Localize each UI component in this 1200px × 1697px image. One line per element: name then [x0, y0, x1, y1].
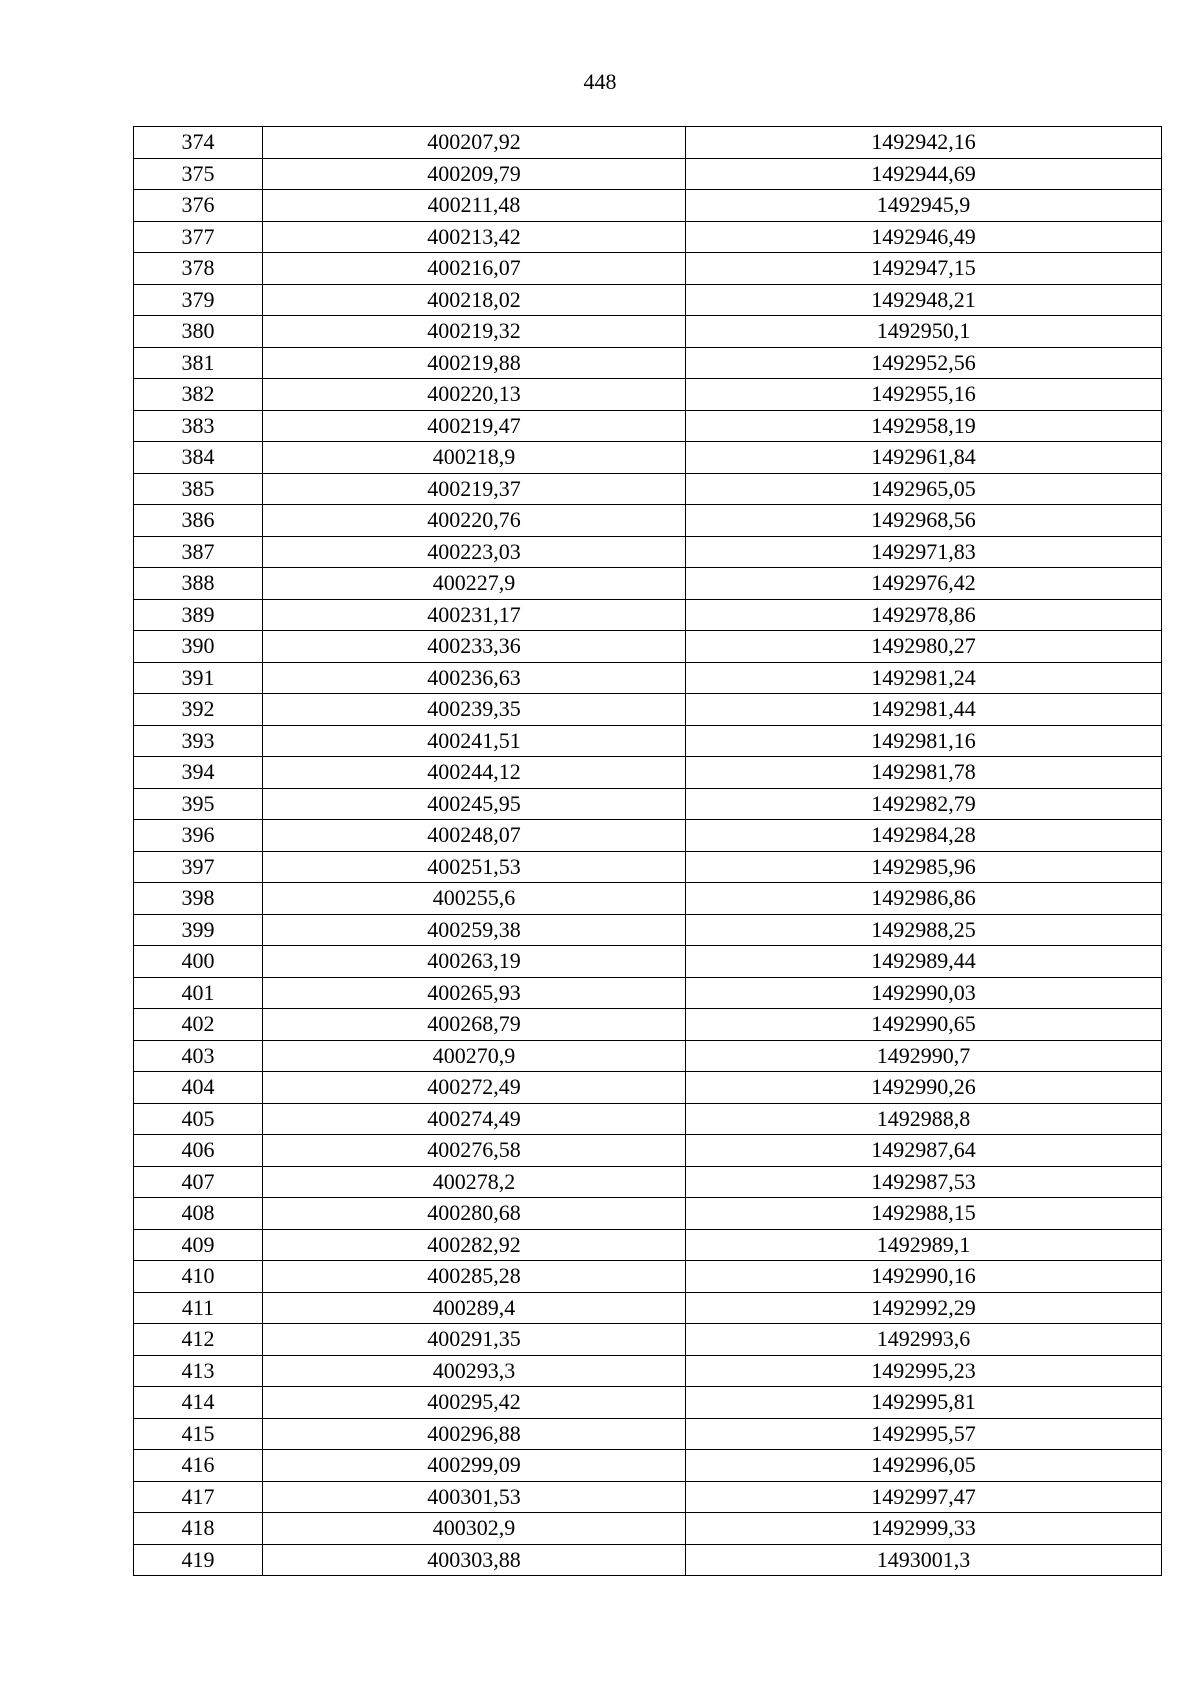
point-number-cell: 395	[134, 788, 263, 820]
y-coordinate-cell: 1492968,56	[686, 505, 1162, 537]
x-coordinate-cell: 400219,32	[263, 316, 686, 348]
point-number-cell: 385	[134, 473, 263, 505]
x-coordinate-cell: 400219,37	[263, 473, 686, 505]
table-row	[134, 379, 1162, 411]
point-number-cell: 375	[134, 158, 263, 190]
point-number-cell: 376	[134, 190, 263, 222]
point-number-cell: 404	[134, 1072, 263, 1104]
point-number-cell: 419	[134, 1544, 263, 1576]
x-coordinate-cell: 400265,93	[263, 977, 686, 1009]
table-row	[134, 253, 1162, 285]
point-number-cell: 383	[134, 410, 263, 442]
table-row	[134, 1544, 1162, 1576]
table-row	[134, 1324, 1162, 1356]
point-number-cell: 415	[134, 1418, 263, 1450]
point-number-cell: 394	[134, 757, 263, 789]
x-coordinate-cell: 400227,9	[263, 568, 686, 600]
x-coordinate-cell: 400299,09	[263, 1450, 686, 1482]
y-coordinate-cell: 1492981,16	[686, 725, 1162, 757]
table-row	[134, 158, 1162, 190]
table-row	[134, 1261, 1162, 1293]
x-coordinate-cell: 400236,63	[263, 662, 686, 694]
x-coordinate-cell: 400209,79	[263, 158, 686, 190]
x-coordinate-cell: 400295,42	[263, 1387, 686, 1419]
x-coordinate-cell: 400244,12	[263, 757, 686, 789]
x-coordinate-cell: 400251,53	[263, 851, 686, 883]
point-number-cell: 377	[134, 221, 263, 253]
x-coordinate-cell: 400241,51	[263, 725, 686, 757]
table-row	[134, 694, 1162, 726]
table-row	[134, 883, 1162, 915]
x-coordinate-cell: 400239,35	[263, 694, 686, 726]
y-coordinate-cell: 1492971,83	[686, 536, 1162, 568]
x-coordinate-cell: 400301,53	[263, 1481, 686, 1513]
y-coordinate-cell: 1492995,57	[686, 1418, 1162, 1450]
x-coordinate-cell: 400220,76	[263, 505, 686, 537]
point-number-cell: 409	[134, 1229, 263, 1261]
y-coordinate-cell: 1492992,29	[686, 1292, 1162, 1324]
point-number-cell: 381	[134, 347, 263, 379]
point-number-cell: 416	[134, 1450, 263, 1482]
y-coordinate-cell: 1492990,26	[686, 1072, 1162, 1104]
point-number-cell: 413	[134, 1355, 263, 1387]
y-coordinate-cell: 1492976,42	[686, 568, 1162, 600]
y-coordinate-cell: 1492980,27	[686, 631, 1162, 663]
point-number-cell: 380	[134, 316, 263, 348]
table-row	[134, 410, 1162, 442]
point-number-cell: 393	[134, 725, 263, 757]
x-coordinate-cell: 400259,38	[263, 914, 686, 946]
x-coordinate-cell: 400278,2	[263, 1166, 686, 1198]
point-number-cell: 374	[134, 127, 263, 159]
table-row	[134, 1198, 1162, 1230]
y-coordinate-cell: 1492990,7	[686, 1040, 1162, 1072]
table-row	[134, 851, 1162, 883]
point-number-cell: 387	[134, 536, 263, 568]
x-coordinate-cell: 400291,35	[263, 1324, 686, 1356]
point-number-cell: 403	[134, 1040, 263, 1072]
y-coordinate-cell: 1492990,16	[686, 1261, 1162, 1293]
y-coordinate-cell: 1492988,15	[686, 1198, 1162, 1230]
y-coordinate-cell: 1492950,1	[686, 316, 1162, 348]
point-number-cell: 398	[134, 883, 263, 915]
point-number-cell: 410	[134, 1261, 263, 1293]
x-coordinate-cell: 400218,02	[263, 284, 686, 316]
x-coordinate-cell: 400231,17	[263, 599, 686, 631]
point-number-cell: 405	[134, 1103, 263, 1135]
y-coordinate-cell: 1492999,33	[686, 1513, 1162, 1545]
table-row	[134, 1135, 1162, 1167]
x-coordinate-cell: 400223,03	[263, 536, 686, 568]
y-coordinate-cell: 1492965,05	[686, 473, 1162, 505]
point-number-cell: 396	[134, 820, 263, 852]
y-coordinate-cell: 1492942,16	[686, 127, 1162, 159]
point-number-cell: 412	[134, 1324, 263, 1356]
point-number-cell: 388	[134, 568, 263, 600]
y-coordinate-cell: 1492955,16	[686, 379, 1162, 411]
point-number-cell: 397	[134, 851, 263, 883]
y-coordinate-cell: 1492988,8	[686, 1103, 1162, 1135]
y-coordinate-cell: 1492948,21	[686, 284, 1162, 316]
coordinates-table-body	[134, 127, 1162, 1576]
table-row	[134, 442, 1162, 474]
x-coordinate-cell: 400268,79	[263, 1009, 686, 1041]
table-row	[134, 1513, 1162, 1545]
point-number-cell: 391	[134, 662, 263, 694]
y-coordinate-cell: 1492961,84	[686, 442, 1162, 474]
table-row	[134, 599, 1162, 631]
table-row	[134, 127, 1162, 159]
x-coordinate-cell: 400272,49	[263, 1072, 686, 1104]
point-number-cell: 408	[134, 1198, 263, 1230]
y-coordinate-cell: 1492995,23	[686, 1355, 1162, 1387]
y-coordinate-cell: 1492981,78	[686, 757, 1162, 789]
table-row	[134, 757, 1162, 789]
x-coordinate-cell: 400233,36	[263, 631, 686, 663]
table-row	[134, 1229, 1162, 1261]
y-coordinate-cell: 1492947,15	[686, 253, 1162, 285]
y-coordinate-cell: 1492988,25	[686, 914, 1162, 946]
point-number-cell: 378	[134, 253, 263, 285]
table-row	[134, 536, 1162, 568]
y-coordinate-cell: 1492990,03	[686, 977, 1162, 1009]
table-row	[134, 1292, 1162, 1324]
table-row	[134, 347, 1162, 379]
table-row	[134, 1040, 1162, 1072]
y-coordinate-cell: 1492993,6	[686, 1324, 1162, 1356]
point-number-cell: 406	[134, 1135, 263, 1167]
x-coordinate-cell: 400213,42	[263, 221, 686, 253]
y-coordinate-cell: 1492995,81	[686, 1387, 1162, 1419]
x-coordinate-cell: 400276,58	[263, 1135, 686, 1167]
table-row	[134, 221, 1162, 253]
table-row	[134, 1103, 1162, 1135]
x-coordinate-cell: 400219,88	[263, 347, 686, 379]
y-coordinate-cell: 1492984,28	[686, 820, 1162, 852]
y-coordinate-cell: 1492978,86	[686, 599, 1162, 631]
y-coordinate-cell: 1492987,64	[686, 1135, 1162, 1167]
table-row	[134, 1355, 1162, 1387]
point-number-cell: 384	[134, 442, 263, 474]
x-coordinate-cell: 400303,88	[263, 1544, 686, 1576]
x-coordinate-cell: 400270,9	[263, 1040, 686, 1072]
x-coordinate-cell: 400207,92	[263, 127, 686, 159]
x-coordinate-cell: 400282,92	[263, 1229, 686, 1261]
y-coordinate-cell: 1492987,53	[686, 1166, 1162, 1198]
y-coordinate-cell: 1492981,44	[686, 694, 1162, 726]
x-coordinate-cell: 400302,9	[263, 1513, 686, 1545]
point-number-cell: 379	[134, 284, 263, 316]
page-number: 448	[583, 69, 617, 94]
y-coordinate-cell: 1492996,05	[686, 1450, 1162, 1482]
table-row	[134, 284, 1162, 316]
table-row	[134, 505, 1162, 537]
y-coordinate-cell: 1492985,96	[686, 851, 1162, 883]
y-coordinate-cell: 1492990,65	[686, 1009, 1162, 1041]
table-row	[134, 914, 1162, 946]
point-number-cell: 382	[134, 379, 263, 411]
point-number-cell: 389	[134, 599, 263, 631]
table-row	[134, 1418, 1162, 1450]
table-row	[134, 820, 1162, 852]
point-number-cell: 390	[134, 631, 263, 663]
x-coordinate-cell: 400211,48	[263, 190, 686, 222]
point-number-cell: 399	[134, 914, 263, 946]
x-coordinate-cell: 400289,4	[263, 1292, 686, 1324]
y-coordinate-cell: 1492997,47	[686, 1481, 1162, 1513]
x-coordinate-cell: 400280,68	[263, 1198, 686, 1230]
y-coordinate-cell: 1492986,86	[686, 883, 1162, 915]
point-number-cell: 392	[134, 694, 263, 726]
x-coordinate-cell: 400219,47	[263, 410, 686, 442]
x-coordinate-cell: 400293,3	[263, 1355, 686, 1387]
y-coordinate-cell: 1492989,1	[686, 1229, 1162, 1261]
point-number-cell: 417	[134, 1481, 263, 1513]
x-coordinate-cell: 400255,6	[263, 883, 686, 915]
x-coordinate-cell: 400274,49	[263, 1103, 686, 1135]
point-number-cell: 407	[134, 1166, 263, 1198]
point-number-cell: 400	[134, 946, 263, 978]
point-number-cell: 386	[134, 505, 263, 537]
point-number-cell: 402	[134, 1009, 263, 1041]
coordinates-table	[133, 126, 1162, 1576]
table-row	[134, 1072, 1162, 1104]
table-row	[134, 1450, 1162, 1482]
y-coordinate-cell: 1492958,19	[686, 410, 1162, 442]
x-coordinate-cell: 400220,13	[263, 379, 686, 411]
x-coordinate-cell: 400285,28	[263, 1261, 686, 1293]
table-row	[134, 631, 1162, 663]
table-row	[134, 788, 1162, 820]
table-row	[134, 946, 1162, 978]
point-number-cell: 418	[134, 1513, 263, 1545]
table-row	[134, 190, 1162, 222]
y-coordinate-cell: 1492946,49	[686, 221, 1162, 253]
x-coordinate-cell: 400216,07	[263, 253, 686, 285]
table-row	[134, 1481, 1162, 1513]
point-number-cell: 414	[134, 1387, 263, 1419]
table-row	[134, 1009, 1162, 1041]
table-row	[134, 473, 1162, 505]
point-number-cell: 401	[134, 977, 263, 1009]
x-coordinate-cell: 400218,9	[263, 442, 686, 474]
y-coordinate-cell: 1492944,69	[686, 158, 1162, 190]
y-coordinate-cell: 1492989,44	[686, 946, 1162, 978]
table-row	[134, 568, 1162, 600]
x-coordinate-cell: 400248,07	[263, 820, 686, 852]
x-coordinate-cell: 400245,95	[263, 788, 686, 820]
table-row	[134, 977, 1162, 1009]
table-row	[134, 316, 1162, 348]
y-coordinate-cell: 1492982,79	[686, 788, 1162, 820]
x-coordinate-cell: 400296,88	[263, 1418, 686, 1450]
table-row	[134, 662, 1162, 694]
y-coordinate-cell: 1492981,24	[686, 662, 1162, 694]
y-coordinate-cell: 1492945,9	[686, 190, 1162, 222]
y-coordinate-cell: 1492952,56	[686, 347, 1162, 379]
table-row	[134, 725, 1162, 757]
table-row	[134, 1166, 1162, 1198]
point-number-cell: 411	[134, 1292, 263, 1324]
table-row	[134, 1387, 1162, 1419]
x-coordinate-cell: 400263,19	[263, 946, 686, 978]
y-coordinate-cell: 1493001,3	[686, 1544, 1162, 1576]
